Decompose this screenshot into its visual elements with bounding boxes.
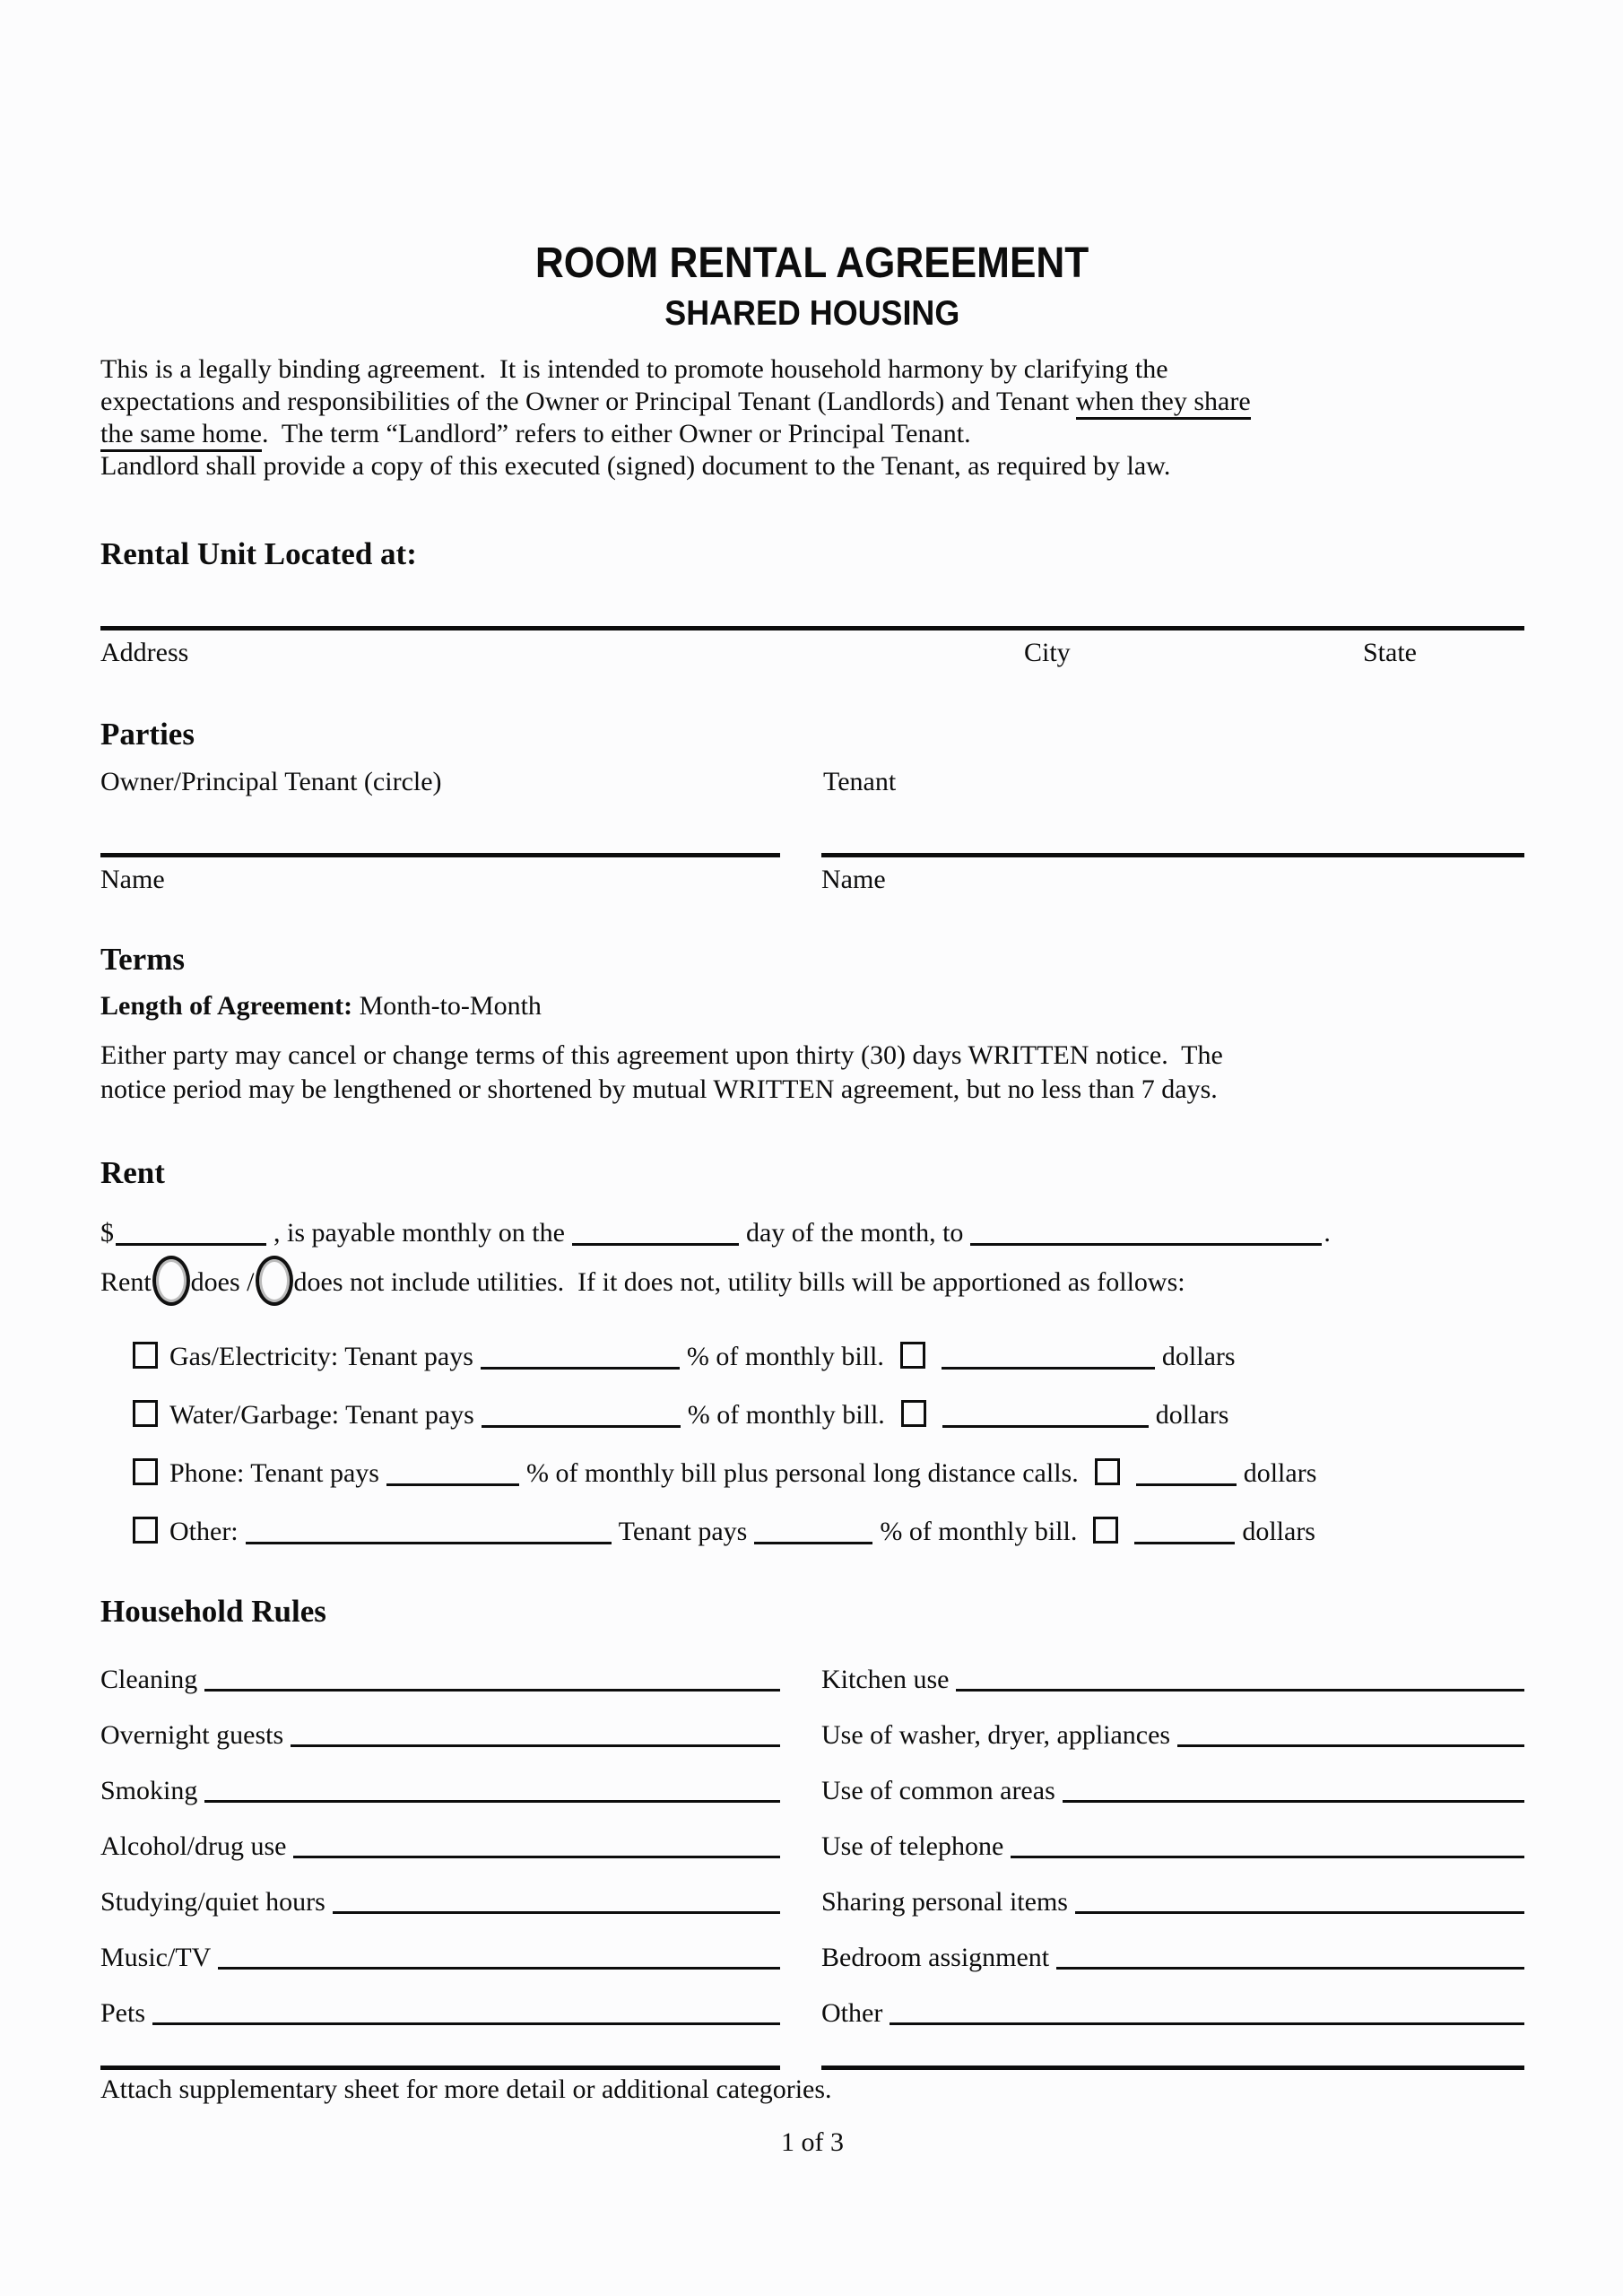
supplementary-fill-line-right[interactable] xyxy=(821,2066,1524,2070)
rent-utilities-line xyxy=(100,1259,1524,1309)
rule-label: Use of washer, dryer, appliances xyxy=(821,1720,1171,1750)
intro-line-3 xyxy=(100,418,1524,450)
party-name-lines xyxy=(100,853,1524,857)
rule-fill-line[interactable] xyxy=(890,2022,1524,2025)
utility-apportionment-rows xyxy=(100,1340,1524,1549)
other-dollars-fill-line[interactable] xyxy=(1134,1517,1235,1545)
rule-row-music-tv xyxy=(100,1942,780,1973)
length-of-agreement-label: Length of Agreement: xyxy=(100,991,353,1021)
phone-dollars-fill-line[interactable] xyxy=(1136,1458,1237,1487)
terms-heading: Terms xyxy=(100,942,185,977)
phone-label: Phone: Tenant pays xyxy=(169,1458,379,1488)
rule-row-smoking xyxy=(100,1775,780,1806)
rule-label: Overnight guests xyxy=(100,1720,284,1750)
rule-row-alcohol-drug-use xyxy=(100,1831,780,1862)
water-garbage-checkbox[interactable] xyxy=(133,1400,158,1427)
household-rules-grid xyxy=(100,1664,1524,2053)
page-number: 1 of 3 xyxy=(781,2127,844,2157)
rent-payable-line xyxy=(100,1216,1524,1250)
does-not-circle-option[interactable] xyxy=(256,1256,293,1306)
other-utility-checkbox[interactable] xyxy=(133,1517,158,1544)
rule-label: Bedroom assignment xyxy=(821,1943,1050,1972)
rule-label: Kitchen use xyxy=(821,1665,950,1694)
tenant-name-label: Name xyxy=(821,865,886,894)
phone-row xyxy=(133,1457,1524,1491)
rule-fill-line[interactable] xyxy=(956,1689,1524,1692)
rule-label: Alcohol/drug use xyxy=(100,1831,287,1861)
rule-label: Studying/quiet hours xyxy=(100,1887,325,1917)
rule-fill-line[interactable] xyxy=(218,1967,780,1970)
slash-separator: / xyxy=(239,1266,255,1297)
water-dollars-label: dollars xyxy=(1155,1400,1229,1430)
address-fill-line[interactable] xyxy=(100,626,1524,631)
owner-name-label: Name xyxy=(100,865,165,894)
rule-label: Use of telephone xyxy=(821,1831,1004,1861)
rule-fill-line[interactable] xyxy=(1056,1967,1524,1970)
rent-utilities-pre: Rent xyxy=(100,1266,152,1297)
rule-row-telephone xyxy=(821,1831,1524,1862)
rule-row-bedroom-assignment xyxy=(821,1942,1524,1973)
rule-fill-line[interactable] xyxy=(152,2022,780,2025)
phone-percent-fill-line[interactable] xyxy=(386,1458,519,1487)
gas-dollars-fill-line[interactable] xyxy=(942,1342,1155,1370)
gas-dollars-checkbox[interactable] xyxy=(900,1342,925,1369)
phone-checkbox[interactable] xyxy=(133,1458,158,1485)
rent-heading: Rent xyxy=(100,1155,165,1190)
parties-heading: Parties xyxy=(100,717,195,752)
gas-suffix: % of monthly bill. xyxy=(686,1342,884,1371)
rule-fill-line[interactable] xyxy=(204,1800,780,1803)
intro-line-2-underlined: when they share xyxy=(1076,387,1251,420)
does-circle-option[interactable] xyxy=(152,1256,190,1306)
document-title: ROOM RENTAL AGREEMENT xyxy=(535,239,1089,287)
water-dollars-checkbox[interactable] xyxy=(901,1400,926,1427)
intro-line-3-plain: . The term “Landlord” refers to either Owner or Principal Tenant. xyxy=(261,419,971,448)
rent-payable-text-1: , is payable monthly on the xyxy=(273,1218,565,1248)
intro-line-2 xyxy=(100,386,1524,418)
rule-fill-line[interactable] xyxy=(204,1689,780,1692)
address-labels-row xyxy=(100,638,1524,675)
rule-row-kitchen-use xyxy=(821,1664,1524,1695)
tenant-label: Tenant xyxy=(823,767,897,796)
rule-row-sharing-personal-items xyxy=(821,1886,1524,1918)
gas-electricity-checkbox[interactable] xyxy=(133,1342,158,1369)
other-utility-row xyxy=(133,1515,1524,1549)
rule-row-overnight-guests xyxy=(100,1719,780,1751)
household-rules-heading: Household Rules xyxy=(100,1594,326,1629)
rule-fill-line[interactable] xyxy=(1177,1744,1524,1747)
water-garbage-row xyxy=(133,1398,1524,1432)
rule-fill-line[interactable] xyxy=(1011,1856,1524,1858)
other-suffix: % of monthly bill. xyxy=(880,1517,1078,1546)
other-percent-fill-line[interactable] xyxy=(754,1517,872,1545)
other-description-fill-line[interactable] xyxy=(246,1517,612,1545)
rule-fill-line[interactable] xyxy=(291,1744,780,1747)
rent-payable-text-2: day of the month, to xyxy=(745,1218,964,1248)
gas-electricity-row xyxy=(133,1340,1524,1374)
household-rules-left-column xyxy=(100,1664,780,2053)
length-of-agreement-value: Month-to-Month xyxy=(352,991,542,1021)
rule-label: Pets xyxy=(100,1998,146,2028)
address-label: Address xyxy=(100,638,189,667)
rule-label: Cleaning xyxy=(100,1665,198,1694)
state-label: State xyxy=(1363,638,1417,667)
name-labels-row xyxy=(100,865,1524,900)
rental-unit-heading: Rental Unit Located at: xyxy=(100,536,417,571)
rule-fill-line[interactable] xyxy=(293,1856,780,1858)
city-label: City xyxy=(1024,638,1071,667)
does-label: does xyxy=(190,1266,240,1297)
rule-label: Use of common areas xyxy=(821,1776,1055,1805)
rule-row-studying-quiet-hours xyxy=(100,1886,780,1918)
rule-label: Other xyxy=(821,1998,883,2028)
rent-day-fill-line[interactable] xyxy=(572,1218,739,1247)
rule-label: Sharing personal items xyxy=(821,1887,1068,1917)
dollar-sign: $ xyxy=(100,1218,114,1248)
supplementary-lines xyxy=(100,2066,1524,2070)
length-of-agreement-line xyxy=(100,990,1524,1022)
rule-label: Music/TV xyxy=(100,1943,212,1972)
gas-electricity-label: Gas/Electricity: Tenant pays xyxy=(169,1342,473,1371)
intro-paragraph xyxy=(100,353,1524,483)
document-subtitle: SHARED HOUSING xyxy=(664,294,960,333)
supplementary-fill-line-left[interactable] xyxy=(100,2066,780,2070)
water-garbage-label: Water/Garbage: Tenant pays xyxy=(169,1400,474,1430)
other-utility-label: Other: xyxy=(169,1517,239,1546)
does-not-label: does not include utilities. If it does not, utility bills will be apportioned as follows: xyxy=(293,1266,1185,1297)
rule-row-other xyxy=(821,1997,1524,2029)
water-dollars-fill-line[interactable] xyxy=(942,1400,1149,1429)
other-tenant-pays-label: Tenant pays xyxy=(618,1517,748,1546)
other-dollars-label: dollars xyxy=(1242,1517,1315,1546)
rule-row-common-areas xyxy=(821,1775,1524,1806)
rule-row-washer-dryer-appliances xyxy=(821,1719,1524,1751)
rule-fill-line[interactable] xyxy=(1075,1911,1524,1914)
rent-payee-fill-line[interactable] xyxy=(970,1218,1322,1247)
terms-notice-line-1: Either party may cancel or change terms of this agreement upon thirty (30) days WRITTEN notice. The xyxy=(100,1040,1223,1070)
intro-line-1: This is a legally binding agreement. It is intended to promote household harmony by clarifying the xyxy=(100,354,1168,384)
party-labels-row xyxy=(100,767,1524,803)
rule-row-cleaning xyxy=(100,1664,780,1695)
water-percent-fill-line[interactable] xyxy=(482,1400,681,1429)
owner-name-fill-line[interactable] xyxy=(100,853,780,857)
phone-dollars-label: dollars xyxy=(1243,1458,1317,1488)
water-suffix: % of monthly bill. xyxy=(687,1400,885,1430)
phone-dollars-checkbox[interactable] xyxy=(1095,1458,1120,1485)
rule-fill-line[interactable] xyxy=(333,1911,780,1914)
attach-note: Attach supplementary sheet for more detail or additional categories. xyxy=(100,2074,832,2104)
phone-suffix: % of monthly bill plus personal long distance calls. xyxy=(525,1458,1079,1488)
terms-notice-line-2: notice period may be lengthened or shortened by mutual WRITTEN agreement, but no less than 7 days. xyxy=(100,1074,1218,1104)
rule-label: Smoking xyxy=(100,1776,198,1805)
gas-percent-fill-line[interactable] xyxy=(481,1342,680,1370)
rule-row-pets xyxy=(100,1997,780,2029)
gas-dollars-label: dollars xyxy=(1161,1342,1236,1371)
other-dollars-checkbox[interactable] xyxy=(1093,1517,1118,1544)
rent-amount-fill-line[interactable] xyxy=(116,1218,266,1247)
intro-line-3-underlined: the same home xyxy=(100,419,262,452)
tenant-name-fill-line[interactable] xyxy=(821,853,1524,857)
rule-fill-line[interactable] xyxy=(1063,1800,1524,1803)
rent-payable-period: . xyxy=(1324,1218,1331,1248)
terms-notice-paragraph xyxy=(100,1039,1524,1107)
intro-line-2-plain: expectations and responsibilities of the Owner or Principal Tenant (Landlords) and Tenant xyxy=(100,387,1076,416)
owner-principal-tenant-label[interactable]: Owner/Principal Tenant (circle) xyxy=(100,767,442,796)
household-rules-right-column xyxy=(821,1664,1524,2053)
intro-line-4: Landlord shall provide a copy of this executed (signed) document to the Tenant, as required by law. xyxy=(100,451,1171,481)
